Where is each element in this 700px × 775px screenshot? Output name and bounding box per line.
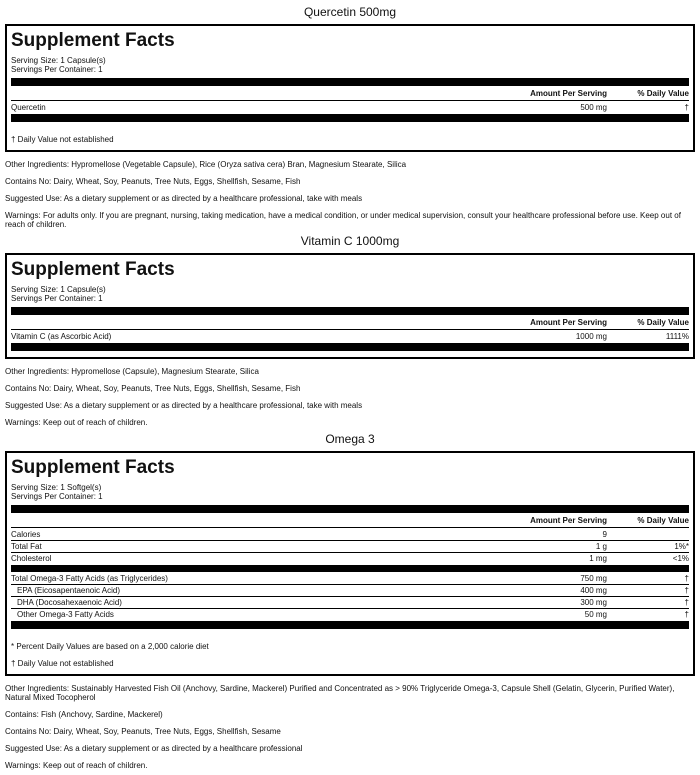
facts-heading: Supplement Facts	[11, 457, 175, 478]
nutrient-dv: †	[684, 103, 689, 112]
nutrient-row	[11, 597, 689, 609]
other-ingredients: Other Ingredients: Hypromellose (Capsule), Magnesium Stearate, Silica	[5, 367, 259, 376]
divider	[11, 114, 689, 122]
column-header	[11, 318, 689, 330]
amount-header: Amount Per Serving	[530, 318, 607, 327]
amount-header: Amount Per Serving	[530, 516, 607, 525]
nutrient-name: Quercetin	[11, 103, 46, 112]
nutrient-row	[11, 529, 689, 541]
amount-header: Amount Per Serving	[530, 89, 607, 98]
servings-per-container: Servings Per Container: 1	[11, 65, 103, 74]
divider	[11, 343, 689, 351]
divider	[11, 621, 689, 629]
product-omega-3	[5, 432, 695, 770]
nutrient-row	[11, 609, 689, 620]
nutrient-name: Total Omega-3 Fatty Acids (as Triglycerides)	[11, 574, 168, 583]
contains-no: Contains No: Dairy, Wheat, Soy, Peanuts, Tree Nuts, Eggs, Shellfish, Sesame	[5, 727, 281, 736]
servings-per-container: Servings Per Container: 1	[11, 492, 103, 501]
nutrient-amount: 1 mg	[589, 554, 607, 563]
product-title: Quercetin 500mg	[303, 5, 397, 19]
supplement-facts-panel	[5, 24, 695, 152]
nutrient-row	[11, 331, 689, 342]
dv-header: % Daily Value	[637, 89, 689, 98]
servings-per-container: Servings Per Container: 1	[11, 294, 103, 303]
contains-no: Contains No: Dairy, Wheat, Soy, Peanuts, Tree Nuts, Eggs, Shellfish, Sesame, Fish	[5, 177, 301, 186]
supplement-facts-panel	[5, 253, 695, 359]
supplement-facts-panel	[5, 451, 695, 676]
nutrient-amount: 9	[602, 530, 607, 539]
nutrient-amount: 50 mg	[584, 610, 607, 619]
suggested-use: Suggested Use: As a dietary supplement or as directed by a healthcare professional	[5, 744, 303, 753]
facts-heading: Supplement Facts	[11, 259, 175, 280]
nutrient-dv: †	[684, 610, 689, 619]
serving-size: Serving Size: 1 Capsule(s)	[11, 285, 106, 294]
nutrient-dv: 1%*	[674, 542, 689, 551]
nutrient-amount: 500 mg	[580, 103, 607, 112]
nutrient-amount: 750 mg	[580, 574, 607, 583]
suggested-use: Suggested Use: As a dietary supplement or as directed by a healthcare professional, take with meals	[5, 401, 363, 410]
nutrient-dv: <1%	[672, 554, 689, 563]
nutrient-row	[11, 102, 689, 113]
suggested-use: Suggested Use: As a dietary supplement or as directed by a healthcare professional, take with meals	[5, 194, 363, 203]
nutrient-dv: †	[684, 598, 689, 607]
other-ingredients: Other Ingredients: Sustainably Harvested Fish Oil (Anchovy, Sardine, Mackerel) Purified and Concentrated as > 90% Triglyceride Omega-3, Capsule Shell (Gelatin, Glycerin, Purified Water), Natural Mixed Tocopherol	[5, 684, 675, 702]
contains: Contains: Fish (Anchovy, Sardine, Mackerel)	[5, 710, 163, 719]
nutrient-name: Vitamin C (as Ascorbic Acid)	[11, 332, 112, 341]
facts-heading: Supplement Facts	[11, 30, 175, 51]
divider	[11, 565, 689, 572]
nutrient-row	[11, 541, 689, 553]
product-title: Vitamin C 1000mg	[300, 234, 400, 248]
divider	[11, 505, 689, 513]
nutrient-dv	[607, 530, 689, 539]
nutrient-row	[11, 573, 689, 585]
divider	[11, 78, 689, 86]
nutrient-name: Total Fat	[11, 542, 42, 551]
product-title: Omega 3	[325, 432, 375, 446]
nutrient-name: EPA (Eicosapentaenoic Acid)	[17, 586, 121, 595]
column-header	[11, 89, 689, 101]
product-vitamin-c	[5, 234, 695, 427]
nutrient-amount: 1 g	[595, 542, 607, 551]
nutrient-amount: 400 mg	[580, 586, 607, 595]
footnote: † Daily Value not established	[11, 135, 114, 144]
nutrient-row	[11, 553, 689, 564]
nutrient-amount: 1000 mg	[575, 332, 607, 341]
nutrient-dv: †	[684, 574, 689, 583]
other-ingredients: Other Ingredients: Hypromellose (Vegetable Capsule), Rice (Oryza sativa cera) Bran, Magnesium Stearate, Silica	[5, 160, 407, 169]
product-info	[5, 684, 695, 770]
nutrient-name: Cholesterol	[11, 554, 52, 563]
dv-header: % Daily Value	[637, 516, 689, 525]
footnote: † Daily Value not established	[11, 659, 114, 668]
contains-no: Contains No: Dairy, Wheat, Soy, Peanuts, Tree Nuts, Eggs, Shellfish, Sesame, Fish	[5, 384, 301, 393]
footnote: * Percent Daily Values are based on a 2,000 calorie diet	[11, 642, 209, 651]
warnings: Warnings: Keep out of reach of children.	[5, 418, 148, 427]
serving-size: Serving Size: 1 Capsule(s)	[11, 56, 106, 65]
nutrient-name: Other Omega-3 Fatty Acids	[17, 610, 114, 619]
nutrient-dv: †	[684, 586, 689, 595]
nutrient-row	[11, 585, 689, 597]
nutrient-amount: 300 mg	[580, 598, 607, 607]
column-header	[11, 516, 689, 528]
product-info	[5, 367, 695, 427]
dv-header: % Daily Value	[637, 318, 689, 327]
divider	[11, 307, 689, 315]
warnings: Warnings: For adults only. If you are pregnant, nursing, taking medication, have a medical condition, or under medical supervision, consult your healthcare professional before use. Keep out of reach of children.	[5, 211, 681, 229]
product-info	[5, 160, 695, 229]
nutrient-name: Calories	[11, 530, 41, 539]
warnings: Warnings: Keep out of reach of children.	[5, 761, 148, 770]
nutrient-name: DHA (Docosahexaenoic Acid)	[17, 598, 122, 607]
serving-size: Serving Size: 1 Softgel(s)	[11, 483, 102, 492]
product-quercetin	[5, 5, 695, 229]
nutrient-dv: 1111%	[665, 332, 689, 341]
